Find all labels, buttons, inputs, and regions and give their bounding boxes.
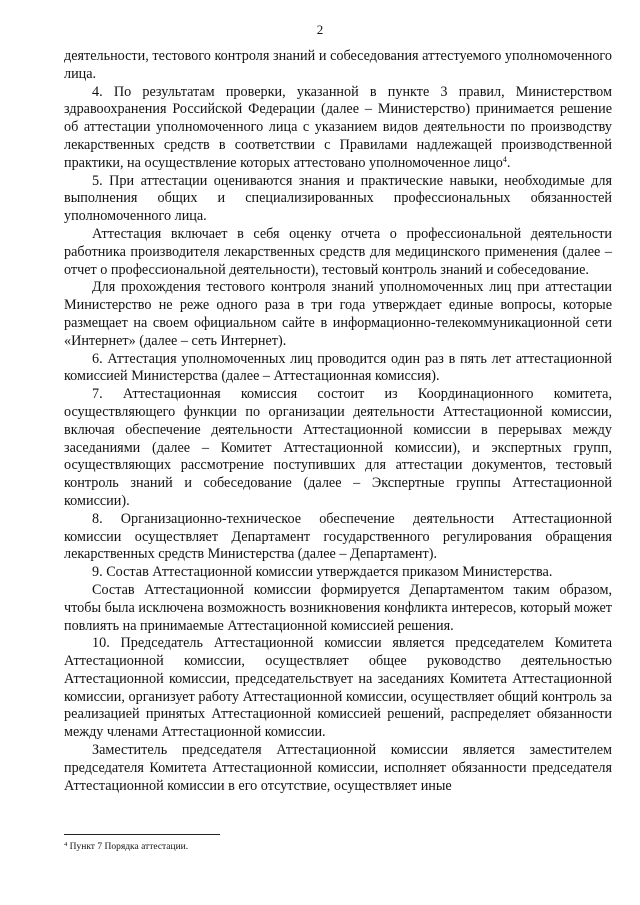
footnote: [64, 842, 612, 852]
document-body: [64, 48, 612, 795]
paragraph: 6. Аттестация уполномоченных лиц проводится один раз в пять лет аттестационной комиссией Министерства (далее – Аттестационная комиссия).: [64, 350, 612, 385]
paragraph: 8. Организационно-техническое обеспечение деятельности Аттестационной комиссии осуществляет Департамент государственного регулирования обращения лекарственных средств Министерства (далее – Департамент).: [64, 510, 612, 563]
page-number: 2: [316, 22, 324, 37]
paragraph-end: .: [506, 154, 511, 171]
paragraph: Заместитель председателя Аттестационной комиссии является заместителем председателя Комитета Аттестационной комиссии, исполняет обязанности председателя Аттестационной комиссии в его отсутствие, осуществляет иные: [64, 742, 612, 794]
paragraph: [64, 84, 612, 173]
footnote-divider: [64, 834, 220, 835]
paragraph: Аттестация включает в себя оценку отчета о профессиональной деятельности работника производителя лекарственных средств для медицинского применения (далее – отчет о профессиональной деятельности), тестовый контроль знаний и собеседование.: [64, 225, 612, 278]
paragraph: Для прохождения тестового контроля знаний уполномоченных лиц при аттестации Министерство не реже одного раза в три года утверждает единые вопросы, которые размещает на своем официальном сайте в информационно-телекоммуникационной сети «Интернет» (далее – сеть Интернет).: [64, 279, 612, 349]
footnote-marker: 4: [64, 841, 68, 848]
paragraph: деятельности, тестового контроля знаний и собеседования аттестуемого уполномоченного лица.: [64, 48, 612, 82]
paragraph: 9. Состав Аттестационной комиссии утверждается приказом Министерства.: [92, 564, 553, 581]
footnote-reference: 4: [502, 154, 507, 164]
paragraph: 10. Председатель Аттестационной комиссии является председателем Комитета Аттестационной комиссии, осуществляет общее руководство деятельностью Аттестационной комиссии, председательствует на заседаниях Комитета Аттестационной комиссии, организует работу Аттестационной комиссии, осуществляет общий контроль за реализацией принятых Аттестационной комиссией решений, распределяет обязанности между членами Аттестационной комиссии.: [64, 635, 612, 741]
paragraph: 7. Аттестационная комиссия состоит из Координационного комитета, осуществляющего функции по организации деятельности Аттестационной комиссии, включая обеспечение деятельности Аттестационной комиссии в перерывах между заседаниями (далее – Комитет Аттестационной комиссии), и экспертных групп, осуществляющих рассмотрение поступивших для аттестации документов, тестовый контроль знаний и собеседование (далее – Экспертные группы Аттестационной комиссии).: [64, 386, 612, 509]
paragraph: 5. При аттестации оцениваются знания и практические навыки, необходимые для выполнения общих и специализированных профессиональных обязанностей уполномоченного лица.: [64, 172, 612, 225]
paragraph: Состав Аттестационной комиссии формируется Департаментом таким образом, чтобы была исключена возможность возникновения конфликта интересов, который может повлиять на принимаемые Аттестационной комиссией решения.: [64, 581, 612, 634]
footnote-text: Пункт 7 Порядка аттестации.: [67, 842, 189, 852]
paragraph-text: 4. По результатам проверки, указанной в пункте 3 правил, Министерством здравоохранения Российской Федерации (далее – Министерство) принимается решение об аттестации уполномоченного лица с указанием видов деятельности по производству лекарственных средств в соответствии с Правилами надлежащей производственной практики, на осуществление которых аттестовано уполномоченное лицо: [64, 83, 612, 171]
